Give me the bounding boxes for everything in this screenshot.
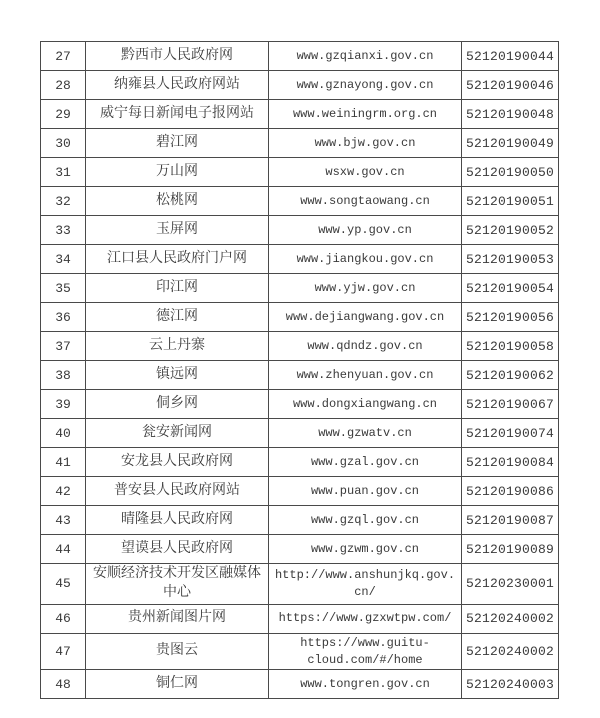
cell-url: www.puan.gov.cn xyxy=(269,477,462,506)
cell-id: 52120190048 xyxy=(462,100,559,129)
cell-name: 铜仁网 xyxy=(86,670,269,699)
cell-url: www.dejiangwang.gov.cn xyxy=(269,303,462,332)
cell-url: www.gzwm.gov.cn xyxy=(269,535,462,564)
cell-name: 镇远网 xyxy=(86,361,269,390)
cell-id: 52120190056 xyxy=(462,303,559,332)
cell-index: 31 xyxy=(41,158,86,187)
cell-id: 52120190050 xyxy=(462,158,559,187)
cell-id: 52120190044 xyxy=(462,42,559,71)
cell-id: 52120240003 xyxy=(462,670,559,699)
cell-index: 30 xyxy=(41,129,86,158)
cell-id: 52120190058 xyxy=(462,332,559,361)
cell-id: 52120190053 xyxy=(462,245,559,274)
cell-name: 江口县人民政府门户网 xyxy=(86,245,269,274)
cell-name: 侗乡网 xyxy=(86,390,269,419)
table-row xyxy=(41,477,559,506)
cell-id: 52120190046 xyxy=(462,71,559,100)
cell-url: www.jiangkou.gov.cn xyxy=(269,245,462,274)
cell-name: 德江网 xyxy=(86,303,269,332)
cell-id: 52120190067 xyxy=(462,390,559,419)
cell-index: 28 xyxy=(41,71,86,100)
cell-id: 52120190054 xyxy=(462,274,559,303)
cell-index: 35 xyxy=(41,274,86,303)
cell-index: 33 xyxy=(41,216,86,245)
cell-url: www.gznayong.gov.cn xyxy=(269,71,462,100)
table-row xyxy=(41,390,559,419)
cell-url: http://www.anshunjkq.gov.cn/ xyxy=(269,564,462,605)
table-row xyxy=(41,419,559,448)
cell-name: 安龙县人民政府网 xyxy=(86,448,269,477)
table-row xyxy=(41,361,559,390)
cell-url: www.zhenyuan.gov.cn xyxy=(269,361,462,390)
cell-url: www.yp.gov.cn xyxy=(269,216,462,245)
table-row xyxy=(41,535,559,564)
cell-name: 万山网 xyxy=(86,158,269,187)
cell-id: 52120240002 xyxy=(462,604,559,633)
cell-id: 52120190052 xyxy=(462,216,559,245)
cell-name: 贵州新闻图片网 xyxy=(86,604,269,633)
cell-id: 52120190086 xyxy=(462,477,559,506)
table-row xyxy=(41,633,559,670)
table-row xyxy=(41,670,559,699)
cell-url: www.bjw.gov.cn xyxy=(269,129,462,158)
cell-name: 黔西市人民政府网 xyxy=(86,42,269,71)
table-row xyxy=(41,42,559,71)
cell-name: 安顺经济技术开发区融媒体中心 xyxy=(86,564,269,605)
cell-name: 纳雍县人民政府网站 xyxy=(86,71,269,100)
cell-name: 晴隆县人民政府网 xyxy=(86,506,269,535)
cell-url: www.weiningrm.org.cn xyxy=(269,100,462,129)
cell-id: 52120240002 xyxy=(462,633,559,670)
table-row xyxy=(41,564,559,605)
cell-name: 玉屏网 xyxy=(86,216,269,245)
table-row xyxy=(41,332,559,361)
cell-index: 45 xyxy=(41,564,86,605)
cell-url: www.dongxiangwang.cn xyxy=(269,390,462,419)
cell-index: 39 xyxy=(41,390,86,419)
cell-index: 36 xyxy=(41,303,86,332)
table-row xyxy=(41,303,559,332)
cell-index: 27 xyxy=(41,42,86,71)
table-body xyxy=(41,42,559,699)
cell-id: 52120190051 xyxy=(462,187,559,216)
cell-id: 52120190049 xyxy=(462,129,559,158)
cell-name: 松桃网 xyxy=(86,187,269,216)
cell-index: 48 xyxy=(41,670,86,699)
cell-index: 42 xyxy=(41,477,86,506)
cell-index: 34 xyxy=(41,245,86,274)
cell-index: 29 xyxy=(41,100,86,129)
cell-id: 52120190074 xyxy=(462,419,559,448)
table-row xyxy=(41,187,559,216)
cell-index: 46 xyxy=(41,604,86,633)
cell-index: 40 xyxy=(41,419,86,448)
cell-index: 32 xyxy=(41,187,86,216)
table-row xyxy=(41,216,559,245)
cell-name: 望谟县人民政府网 xyxy=(86,535,269,564)
cell-url: www.songtaowang.cn xyxy=(269,187,462,216)
cell-url: www.tongren.gov.cn xyxy=(269,670,462,699)
table-row xyxy=(41,129,559,158)
table-row xyxy=(41,100,559,129)
table-row xyxy=(41,245,559,274)
cell-name: 云上丹寨 xyxy=(86,332,269,361)
cell-id: 52120190089 xyxy=(462,535,559,564)
cell-name: 普安县人民政府网站 xyxy=(86,477,269,506)
cell-url: www.yjw.gov.cn xyxy=(269,274,462,303)
cell-index: 47 xyxy=(41,633,86,670)
cell-name: 威宁每日新闻电子报网站 xyxy=(86,100,269,129)
cell-url: www.gzql.gov.cn xyxy=(269,506,462,535)
cell-index: 37 xyxy=(41,332,86,361)
cell-name: 瓮安新闻网 xyxy=(86,419,269,448)
cell-url: https://www.gzxwtpw.com/ xyxy=(269,604,462,633)
table-row xyxy=(41,448,559,477)
cell-url: www.gzal.gov.cn xyxy=(269,448,462,477)
table-row xyxy=(41,71,559,100)
table-row xyxy=(41,158,559,187)
table-row xyxy=(41,506,559,535)
cell-url: www.qdndz.gov.cn xyxy=(269,332,462,361)
cell-url: https://www.guitu-cloud.com/#/home xyxy=(269,633,462,670)
table-row xyxy=(41,604,559,633)
cell-id: 52120190062 xyxy=(462,361,559,390)
cell-id: 52120230001 xyxy=(462,564,559,605)
cell-url: www.gzwatv.cn xyxy=(269,419,462,448)
cell-index: 43 xyxy=(41,506,86,535)
cell-id: 52120190084 xyxy=(462,448,559,477)
cell-name: 碧江网 xyxy=(86,129,269,158)
cell-url: www.gzqianxi.gov.cn xyxy=(269,42,462,71)
table-row xyxy=(41,274,559,303)
cell-id: 52120190087 xyxy=(462,506,559,535)
cell-name: 贵图云 xyxy=(86,633,269,670)
cell-index: 38 xyxy=(41,361,86,390)
cell-name: 印江网 xyxy=(86,274,269,303)
cell-url: wsxw.gov.cn xyxy=(269,158,462,187)
website-license-table xyxy=(40,41,559,699)
cell-index: 41 xyxy=(41,448,86,477)
cell-index: 44 xyxy=(41,535,86,564)
